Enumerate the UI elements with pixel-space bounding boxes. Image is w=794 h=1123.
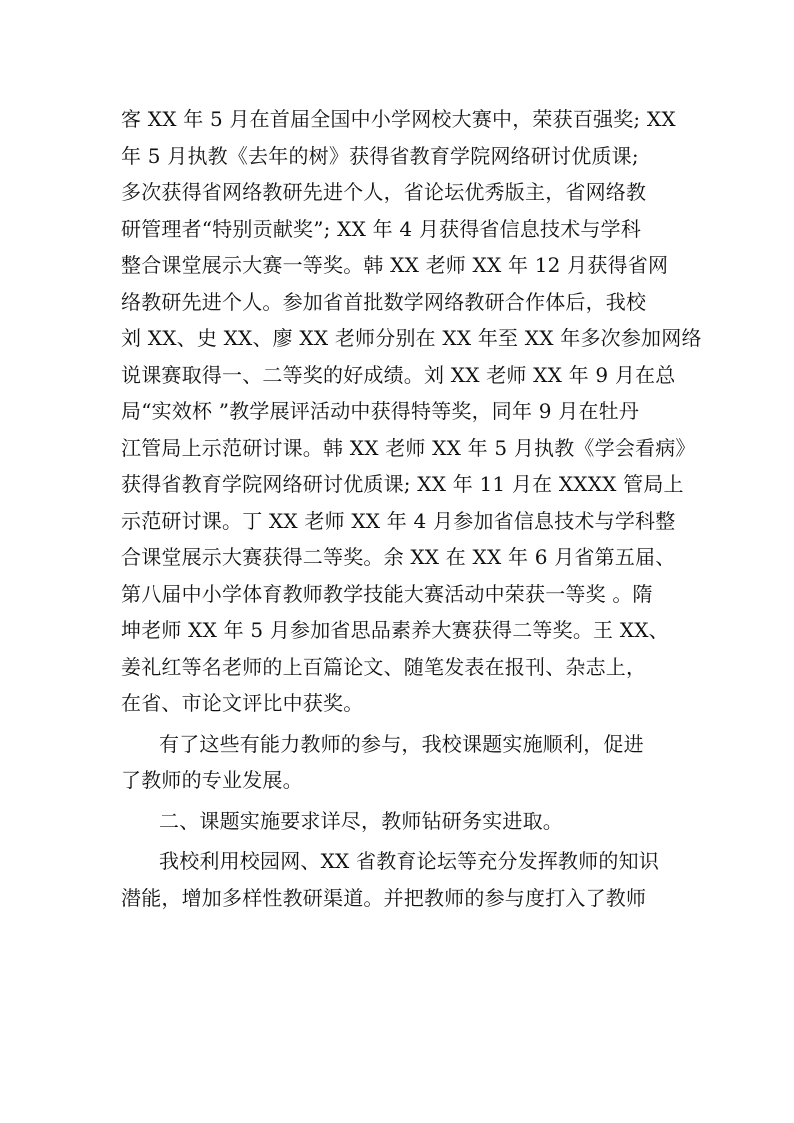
- paragraph-line: 有了这些有能力教师的参与，我校课题实施顺利，促进: [159, 731, 644, 756]
- text-line: 姜礼红等名老师的上百篇论文、随笔发表在报刊、杂志上，: [121, 654, 647, 679]
- paragraph-line: 潜能，增加多样性教研渠道。并把教师的参与度打入了教师: [121, 885, 647, 910]
- document-body: [121, 101, 702, 916]
- text-line: 客 XX 年 5 月在首届全国中小学网校大赛中，荣获百强奖; XX: [121, 107, 676, 131]
- text-line: 第八届中小学体育教师教学技能大赛活动中荣获一等奖 。隋: [121, 581, 653, 606]
- text-line: 说课赛取得一、二等奖的好成绩。刘 XX 老师 XX 年 9 月在总: [121, 362, 676, 387]
- paragraph-line: 了教师的专业发展。: [121, 768, 303, 792]
- text-line: 络教研先进个人。参加省首批数学网络教研合作体后，我校: [121, 289, 647, 314]
- text-line: 获得省教育学院网络研讨优质课; XX 年 11 月在 XXXX 管局上: [121, 472, 684, 496]
- text-line: 示范研讨课。丁 XX 老师 XX 年 4 月参加省信息技术与学科整: [121, 508, 676, 533]
- text-line: 坤老师 XX 年 5 月参加省思品素养大赛获得二等奖。王 XX、: [121, 618, 669, 642]
- text-line: 研管理者“特别贡献奖”; XX 年 4 月获得省信息技术与学科: [121, 216, 642, 241]
- text-line: 年 5 月执教《去年的树》获得省教育学院网络研讨优质课;: [121, 143, 639, 168]
- text-line: 刘 XX、史 XX、廖 XX 老师分别在 XX 年至 XX 年多次参加网络: [121, 326, 702, 350]
- section-heading: 二、课题实施要求详尽，教师钻研务实进取。: [159, 808, 563, 833]
- text-line: 多次获得省网络教研先进个人，省论坛优秀版主，省网络教: [121, 180, 647, 204]
- paragraph-line: 我校利用校园网、XX 省教育论坛等充分发挥教师的知识: [159, 849, 660, 873]
- text-line: 江管局上示范研讨课。韩 XX 老师 XX 年 5 月执教《学会看病》: [121, 435, 696, 460]
- text-line: 合课堂展示大赛获得二等奖。余 XX 在 XX 年 6 月省第五届、: [121, 545, 676, 569]
- text-line: 在省、市论文评比中获奖。: [121, 691, 364, 715]
- text-line: 局“实效杯 ”教学展评活动中获得特等奖，同年 9 月在牡丹: [121, 399, 640, 423]
- text-line: 整合课堂展示大赛一等奖。韩 XX 老师 XX 年 12 月获得省网: [121, 253, 669, 277]
